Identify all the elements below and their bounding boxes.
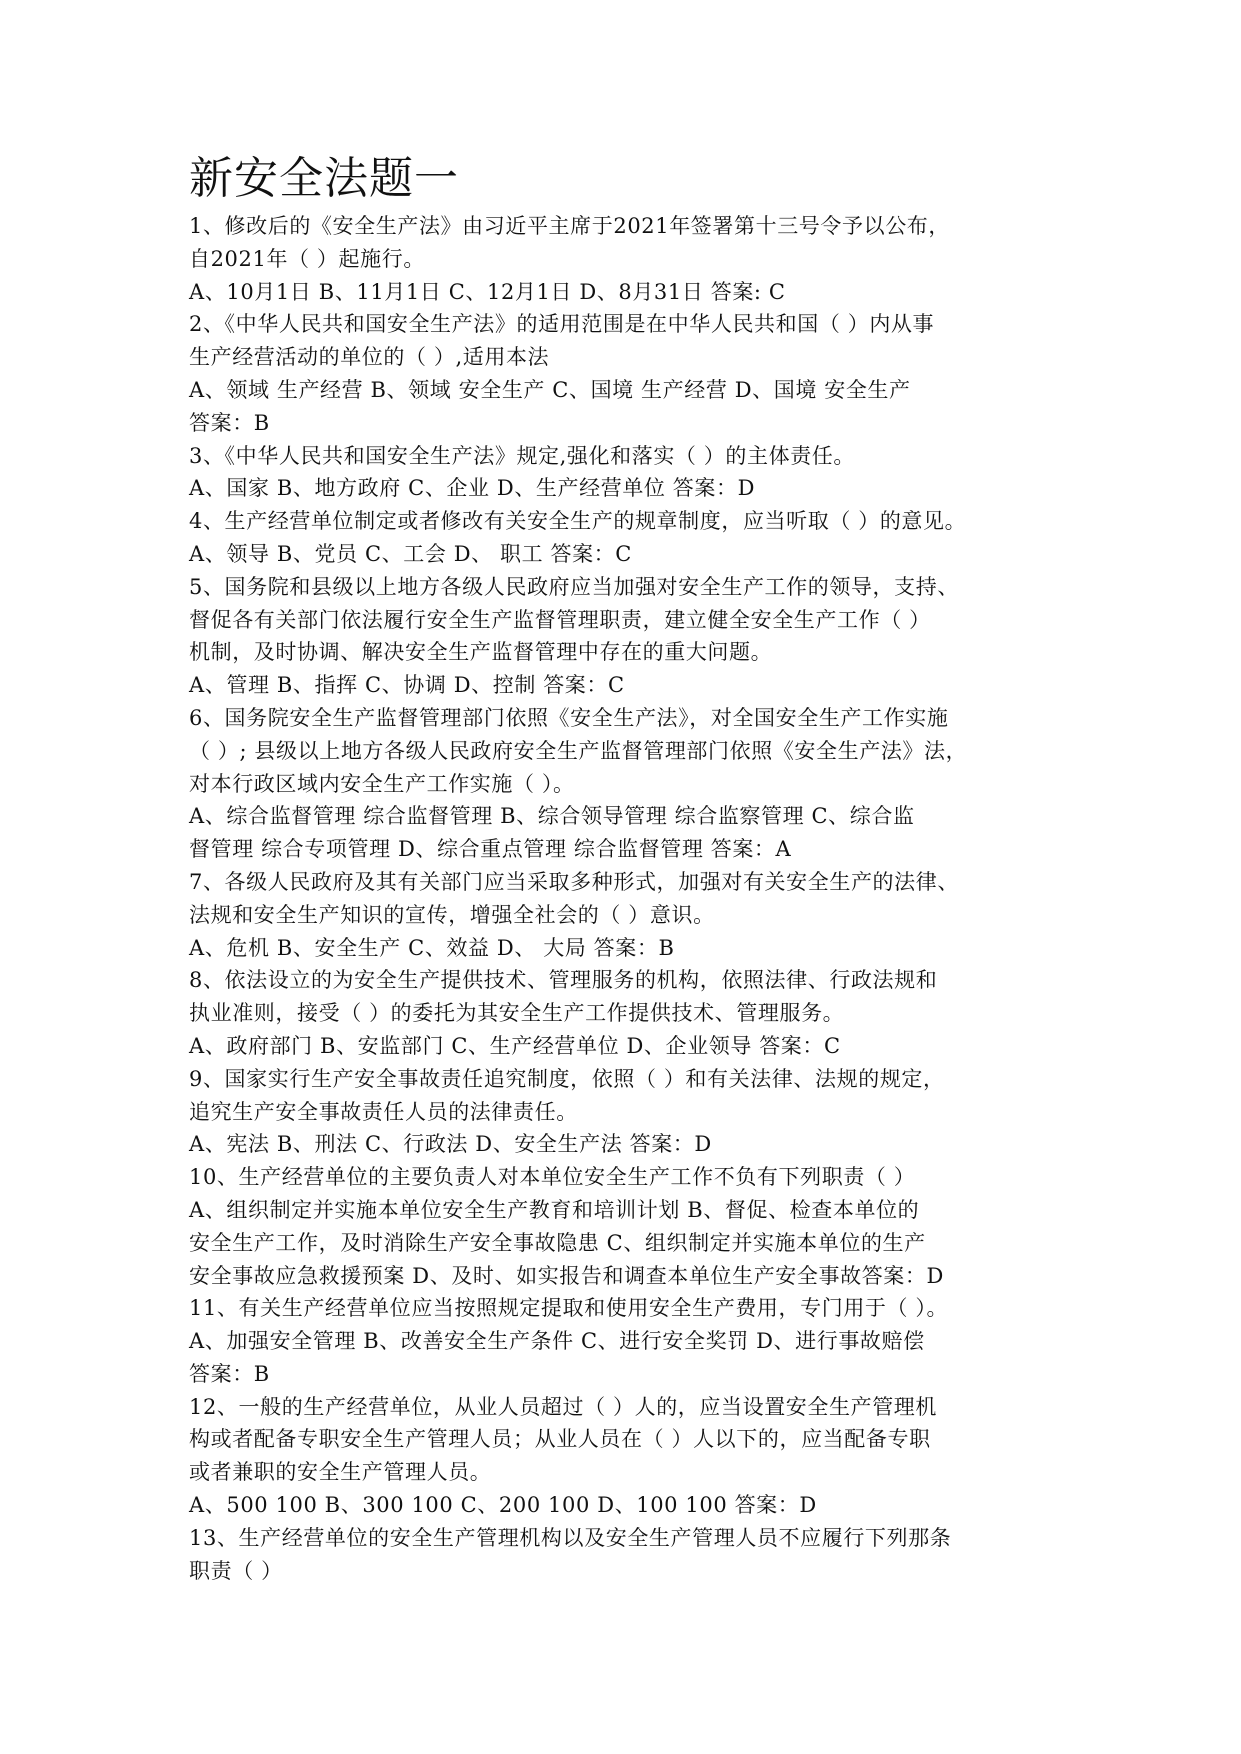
text-line: A、领域 生产经营 B、领域 安全生产 C、国境 生产经营 D、国境 安全生产: [189, 377, 911, 402]
text-line: 督管理 综合专项管理 D、综合重点管理 综合监督管理 答案：A: [189, 837, 792, 862]
text-line: A、领导 B、党员 C、工会 D、 职工 答案：C: [189, 541, 632, 566]
text-line: A、组织制定并实施本单位安全生产教育和培训计划 B、督促、检查本单位的: [189, 1197, 920, 1222]
text-line: A、国家 B、地方政府 C、企业 D、生产经营单位 答案：D: [189, 476, 756, 501]
page-title: 新安全法题一: [189, 153, 459, 204]
text-line: 追究生产安全事故责任人员的法律责任。: [189, 1099, 578, 1124]
text-line: 11、有关生产经营单位应当按照规定提取和使用安全生产费用，专门用于（ ）。: [189, 1296, 949, 1321]
question-list: [189, 210, 1069, 1587]
text-line: 7、各级人民政府及其有关部门应当采取多种形式，加强对有关安全生产的法律、: [189, 869, 959, 894]
document-page: [189, 150, 1069, 1587]
text-line: A、加强安全管理 B、改善安全生产条件 C、进行安全奖罚 D、进行事故赔偿: [189, 1329, 925, 1354]
text-line: 5、国务院和县级以上地方各级人民政府应当加强对安全生产工作的领导，支持、: [189, 574, 959, 599]
text-line: 机制，及时协调、解决安全生产监督管理中存在的重大问题。: [189, 640, 773, 665]
text-line: A、危机 B、安全生产 C、效益 D、 大局 答案：B: [189, 935, 675, 960]
text-line: 13、生产经营单位的安全生产管理机构以及安全生产管理人员不应履行下列那条: [189, 1525, 952, 1550]
text-line: 12、一般的生产经营单位，从业人员超过（ ）人的，应当设置安全生产管理机: [189, 1394, 937, 1419]
text-line: 职责（ ）: [189, 1558, 283, 1583]
text-line: 6、国务院安全生产监督管理部门依照《安全生产法》，对全国安全生产工作实施: [189, 705, 949, 730]
text-line: A、10月1日 B、11月1日 C、12月1日 D、8月31日 答案: C: [189, 279, 786, 304]
text-line: 或者兼职的安全生产管理人员。: [189, 1460, 492, 1485]
text-line: 2、《中华人民共和国安全生产法》的适用范围是在中华人民共和国（ ）内从事: [189, 312, 935, 337]
text-line: A、综合监督管理 综合监督管理 B、综合领导管理 综合监察管理 C、综合监: [189, 804, 915, 829]
text-line: A、政府部门 B、安监部门 C、生产经营单位 D、企业领导 答案：C: [189, 1033, 841, 1058]
text-line: 3、《中华人民共和国安全生产法》规定,强化和落实（ ）的主体责任。: [189, 443, 856, 468]
text-line: 执业准则，接受（ ）的委托为其安全生产工作提供技术、管理服务。: [189, 1001, 845, 1026]
text-line: 督促各有关部门依法履行安全生产监督管理职责，建立健全安全生产工作（ ）: [189, 607, 931, 632]
text-line: 1、修改后的《安全生产法》由习近平主席于2021年签署第十三号令予以公布，: [189, 214, 951, 238]
text-line: 答案：B: [189, 1361, 270, 1386]
text-line: 法规和安全生产知识的宣传，增强全社会的（ ）意识。: [189, 902, 715, 927]
text-line: 安全事故应急救援预案 D、及时、如实报告和调查本单位生产安全事故答案：D: [189, 1263, 944, 1288]
text-line: A、500 100 B、300 100 C、200 100 D、100 100 答案：D: [189, 1493, 817, 1518]
text-line: A、管理 B、指挥 C、协调 D、控制 答案：C: [189, 673, 625, 698]
text-line: 答案：B: [189, 410, 270, 435]
text-line: 生产经营活动的单位的（ ）,适用本法: [189, 345, 550, 370]
text-line: （ ）; 县级以上地方各级人民政府安全生产监督管理部门依照《安全生产法》法，: [189, 738, 968, 763]
text-line: 安全生产工作，及时消除生产安全事故隐患 C、组织制定并实施本单位的生产: [189, 1230, 926, 1255]
text-line: 4、生产经营单位制定或者修改有关安全生产的规章制度，应当听取（ ）的意见。: [189, 509, 967, 534]
text-line: 8、依法设立的为安全生产提供技术、管理服务的机构，依照法律、行政法规和: [189, 968, 938, 993]
text-line: 对本行政区域内安全生产工作实施（ ）。: [189, 771, 575, 796]
text-line: A、宪法 B、刑法 C、行政法 D、安全生产法 答案：D: [189, 1132, 712, 1157]
text-line: 自2021年（ ）起施行。: [189, 246, 425, 271]
text-line: 10、生产经营单位的主要负责人对本单位安全生产工作不负有下列职责（ ）: [189, 1165, 916, 1190]
text-line: 9、国家实行生产安全事故责任追究制度，依照（ ）和有关法律、法规的规定，: [189, 1066, 945, 1091]
text-line: 构或者配备专职安全生产管理人员；从业人员在（ ）人以下的，应当配备专职: [189, 1427, 931, 1452]
